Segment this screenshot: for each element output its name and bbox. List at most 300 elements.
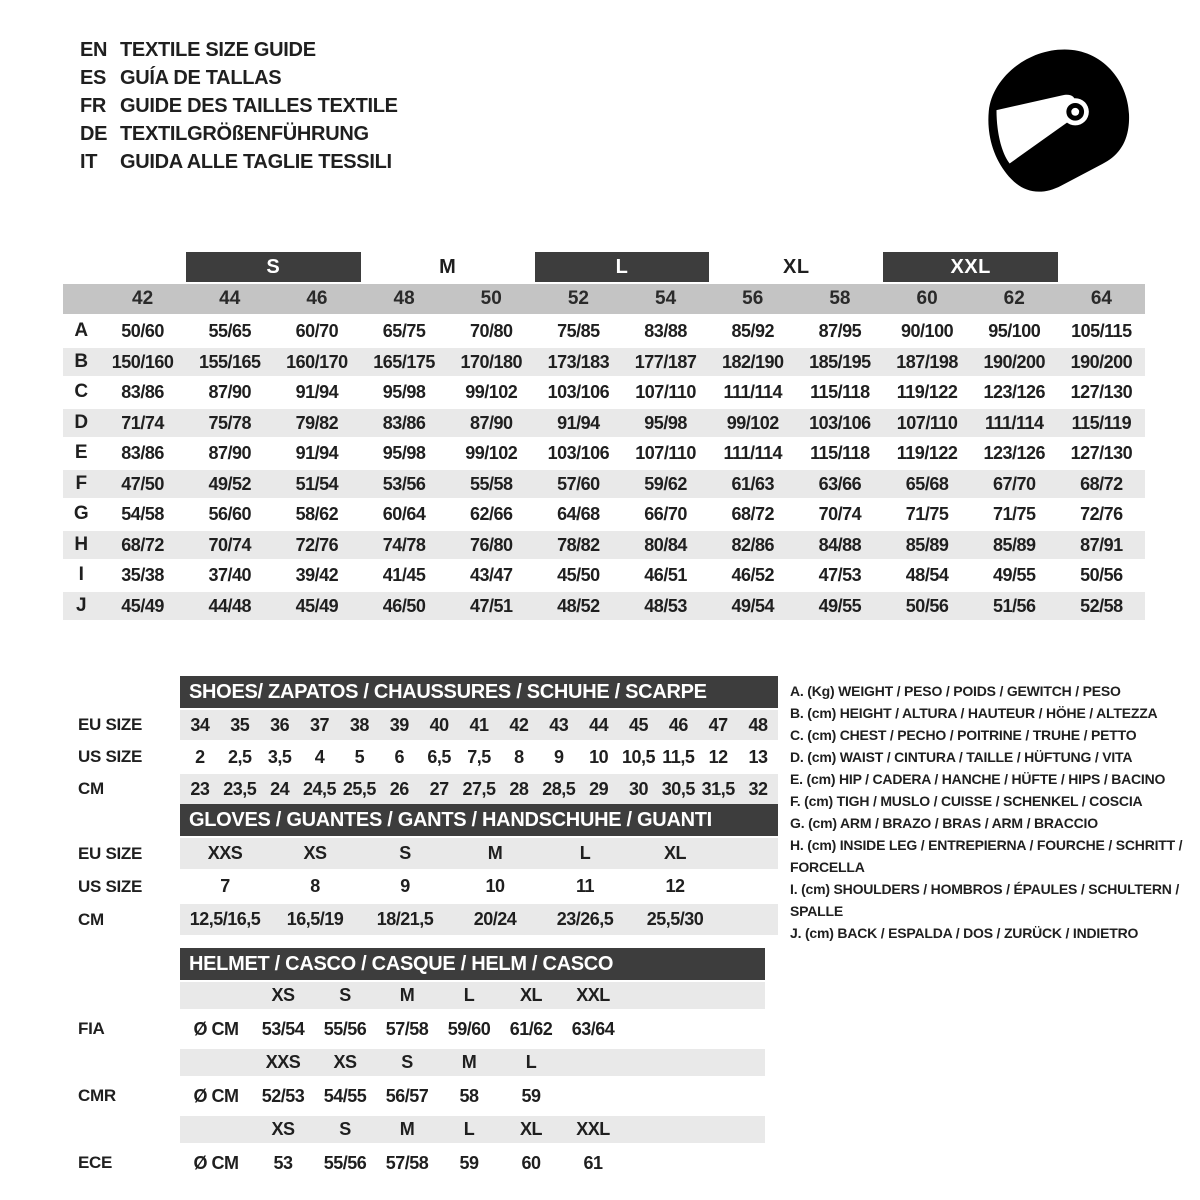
shoes-value-cell: 34 xyxy=(190,714,210,735)
helmet-standard-spacer xyxy=(60,982,180,1009)
size-value-cell: 65/68 xyxy=(905,473,949,494)
helmet-value-cell: 57/58 xyxy=(385,1018,429,1039)
helmet-size-letter-cells xyxy=(180,1049,765,1076)
shoes-row-label: CM xyxy=(78,779,104,798)
helmet-value-cell: 56/57 xyxy=(385,1085,429,1106)
shoes-value-cell: 40 xyxy=(429,714,449,735)
size-value-cell: 85/89 xyxy=(905,534,949,555)
size-value-cell: 85/92 xyxy=(731,321,775,341)
size-value-cell: 190/200 xyxy=(1070,351,1133,372)
row-label: F xyxy=(75,472,87,494)
helmet-size-letter-cell: M xyxy=(399,1119,415,1139)
size-value-cell: 68/72 xyxy=(121,534,164,555)
gloves-row xyxy=(60,904,778,935)
size-value-cell: 83/88 xyxy=(644,321,687,341)
size-value-cell: 70/80 xyxy=(469,321,513,341)
language-title: GUÍA DE TALLAS xyxy=(120,66,282,89)
shoes-value-cell: 47 xyxy=(708,714,728,735)
size-value-cell: 71/75 xyxy=(992,504,1036,524)
language-code: DE xyxy=(80,122,108,145)
gloves-rows xyxy=(60,838,778,935)
size-group-row xyxy=(63,252,1145,282)
size-value-cell: 35/38 xyxy=(121,565,164,585)
gloves-row xyxy=(60,871,778,902)
helmet-size-table xyxy=(60,948,765,1181)
gloves-value-cell: 23/26,5 xyxy=(556,909,614,929)
size-value-cell: 90/100 xyxy=(901,321,954,341)
helmet-size-letter-cells xyxy=(180,1116,765,1143)
size-value-cell: 103/106 xyxy=(547,382,610,402)
size-number-cell: 46 xyxy=(306,288,328,309)
size-value-cell: 75/78 xyxy=(208,412,252,433)
shoes-value-cell: 12 xyxy=(708,746,728,767)
helmet-value-cell: 60 xyxy=(521,1152,541,1173)
size-value-cell: 49/55 xyxy=(992,565,1036,585)
shoes-value-cell: 28 xyxy=(509,778,529,799)
shoes-value-cell: 6 xyxy=(394,746,405,767)
size-value-cell: 49/54 xyxy=(731,595,775,616)
size-value-cell: 84/88 xyxy=(818,534,862,555)
measurement-row xyxy=(63,531,1145,560)
size-value-cell: 95/98 xyxy=(382,382,426,402)
measurement-row xyxy=(63,348,1145,377)
language-row xyxy=(80,64,398,92)
size-value-cell: 155/165 xyxy=(198,351,261,372)
size-value-cell: 41/45 xyxy=(382,565,426,585)
helmet-value-cells xyxy=(180,1011,765,1047)
shoes-value-cell: 46 xyxy=(668,714,688,735)
helmet-size-letter-cell: XS xyxy=(271,1119,295,1139)
measurement-row xyxy=(63,470,1145,499)
size-value-cell: 87/95 xyxy=(818,321,862,341)
size-value-cell: 74/78 xyxy=(382,534,426,555)
shoes-value-cell: 45 xyxy=(628,714,648,735)
legend-item: D. (cm) WAIST / CINTURA / TAILLE / HÜFTUNG / VITA xyxy=(790,749,1133,765)
size-value-cell: 51/54 xyxy=(295,473,339,494)
measurement-row xyxy=(63,561,1145,590)
size-value-cell: 187/198 xyxy=(896,351,958,372)
racing-helmet-icon xyxy=(976,38,1140,202)
size-value-cell: 55/58 xyxy=(469,473,513,494)
measurement-row xyxy=(63,439,1145,468)
helmet-value-row xyxy=(60,1145,765,1181)
row-label: H xyxy=(74,533,88,555)
shoes-value-cell: 7,5 xyxy=(467,746,491,767)
size-value-cell: 119/122 xyxy=(896,382,958,402)
helmet-size-letter-cell: S xyxy=(339,985,351,1005)
helmet-size-letter-cell: XS xyxy=(333,1052,357,1072)
shoes-value-cell: 10 xyxy=(589,746,609,767)
helmet-standard-label: ECE xyxy=(78,1153,113,1172)
helmet-diameter-label: Ø CM xyxy=(193,1085,239,1106)
shoes-row xyxy=(60,742,778,772)
legend-item: H. (cm) INSIDE LEG / ENTREPIERNA / FOURCHE / SCHRITT / FORCELLA xyxy=(790,837,1183,875)
shoes-value-cell: 24,5 xyxy=(303,778,337,799)
size-value-cell: 83/86 xyxy=(121,382,164,402)
size-number-cell: 54 xyxy=(655,288,677,309)
helmet-diameter-label: Ø CM xyxy=(193,1018,239,1039)
size-value-cell: 78/82 xyxy=(557,534,600,555)
size-value-cell: 173/183 xyxy=(547,351,610,372)
measurement-row xyxy=(63,409,1145,438)
shoes-rows xyxy=(60,710,778,804)
size-group-s: S xyxy=(186,252,360,282)
size-value-cell: 44/48 xyxy=(208,595,252,616)
gloves-row xyxy=(60,838,778,869)
size-value-cell: 107/110 xyxy=(896,412,958,433)
helmet-rows xyxy=(60,982,765,1181)
helmet-value-cell: 61/62 xyxy=(509,1018,553,1039)
size-value-cell: 71/74 xyxy=(121,412,164,433)
size-number-cell: 50 xyxy=(480,288,502,309)
size-value-cell: 170/180 xyxy=(460,351,523,372)
size-value-cell: 80/84 xyxy=(644,534,687,555)
legend-item: G. (cm) ARM / BRAZO / BRAS / ARM / BRACCIO xyxy=(790,815,1098,831)
size-value-cell: 105/115 xyxy=(1071,321,1132,341)
size-value-cell: 59/62 xyxy=(644,473,687,494)
size-value-cell: 79/82 xyxy=(295,412,339,433)
helmet-value-cell: 53/54 xyxy=(261,1018,305,1039)
size-value-cell: 91/94 xyxy=(295,443,339,463)
language-row xyxy=(80,120,398,148)
size-value-cell: 45/49 xyxy=(295,595,339,616)
size-value-cell: 85/89 xyxy=(992,534,1036,555)
gloves-value-cell: XL xyxy=(663,843,686,863)
size-value-cell: 150/160 xyxy=(111,351,174,372)
size-value-cell: 51/56 xyxy=(992,595,1036,616)
shoes-value-cell: 8 xyxy=(514,746,524,767)
size-value-cell: 72/76 xyxy=(295,534,339,555)
shoes-value-cell: 23,5 xyxy=(223,778,257,799)
size-value-cell: 123/126 xyxy=(983,382,1046,402)
shoes-value-cell: 5 xyxy=(354,746,365,767)
measurement-rows xyxy=(63,317,1145,620)
size-value-cell: 111/114 xyxy=(723,382,783,402)
helmet-size-letter-row xyxy=(60,1049,765,1076)
helmet-size-letter-cell: S xyxy=(339,1119,351,1139)
size-value-cell: 45/50 xyxy=(557,565,600,585)
helmet-standard-label: FIA xyxy=(78,1019,105,1038)
size-value-cell: 62/66 xyxy=(469,504,513,524)
size-group-xxl: XXL xyxy=(883,252,1057,282)
size-value-cell: 57/60 xyxy=(557,473,600,494)
size-value-cell: 185/195 xyxy=(809,351,871,372)
gloves-value-cell: 20/24 xyxy=(473,909,517,929)
row-label: A xyxy=(74,320,88,341)
language-code: EN xyxy=(80,38,108,61)
row-label: C xyxy=(74,381,88,402)
size-value-cell: 71/75 xyxy=(905,504,949,524)
gloves-value-cell: 12,5/16,5 xyxy=(189,909,261,929)
legend-item: I. (cm) SHOULDERS / HOMBROS / ÉPAULES / SCHULTERN / SPALLE xyxy=(790,881,1180,919)
row-label: G xyxy=(73,503,89,524)
size-number-cell: 44 xyxy=(219,288,241,309)
size-value-cell: 47/51 xyxy=(469,595,513,616)
size-value-cell: 48/52 xyxy=(557,595,600,616)
shoes-value-cell: 9 xyxy=(553,746,564,767)
size-number-cell: 58 xyxy=(829,288,851,309)
shoes-value-cell: 27,5 xyxy=(462,778,496,799)
helmet-size-letter-cell: S xyxy=(401,1052,413,1072)
shoes-value-cell: 10,5 xyxy=(621,746,655,767)
gloves-value-cell: 18/21,5 xyxy=(376,909,434,929)
legend-item: A. (Kg) WEIGHT / PESO / POIDS / GEWITCH / PESO xyxy=(790,683,1121,699)
row-label: J xyxy=(75,594,87,616)
language-row xyxy=(80,92,398,120)
shoes-value-cell: 42 xyxy=(509,714,529,735)
size-value-cell: 99/102 xyxy=(465,443,518,463)
shoes-cells xyxy=(180,742,778,772)
helmet-value-cell: 52/53 xyxy=(261,1085,305,1106)
language-title: TEXTILGRÖßENFÜHRUNG xyxy=(120,122,369,145)
helmet-size-letter-row xyxy=(60,982,765,1009)
helmet-size-letter-cell: L xyxy=(463,1119,475,1139)
shoes-value-cell: 32 xyxy=(748,778,768,799)
shoes-value-cell: 39 xyxy=(389,714,409,735)
language-title: GUIDE DES TAILLES TEXTILE xyxy=(120,94,398,117)
shoes-value-cell: 30,5 xyxy=(661,778,695,799)
size-group-xl: XL xyxy=(783,256,810,278)
row-label: B xyxy=(74,350,88,372)
helmet-value-cell: 59 xyxy=(521,1085,541,1106)
helmet-size-letter-cell: XXS xyxy=(265,1052,301,1072)
helmet-value-row xyxy=(60,1011,765,1047)
size-value-cell: 48/53 xyxy=(644,595,687,616)
size-value-cell: 55/65 xyxy=(208,321,252,341)
size-value-cell: 58/62 xyxy=(295,504,339,524)
helmet-value-cells xyxy=(180,1145,765,1181)
size-value-cell: 54/58 xyxy=(121,504,164,524)
size-value-cell: 115/118 xyxy=(810,382,870,402)
helmet-value-cell: 58 xyxy=(459,1085,479,1106)
size-value-cell: 87/90 xyxy=(208,443,252,463)
size-value-cell: 160/170 xyxy=(286,351,348,372)
helmet-standard-spacer xyxy=(60,1049,180,1076)
shoes-cells xyxy=(180,710,778,740)
helmet-unit-spacer xyxy=(180,1049,252,1076)
gloves-cells xyxy=(180,904,778,935)
language-row xyxy=(80,148,398,176)
shoes-value-cell: 24 xyxy=(270,778,290,799)
helmet-value-cell: 63/64 xyxy=(571,1018,615,1039)
size-number-cell: 48 xyxy=(393,288,415,309)
helmet-value-cell: 59/60 xyxy=(447,1018,491,1039)
legend-item: E. (cm) HIP / CADERA / HANCHE / HÜFTE / HIPS / BACINO xyxy=(790,771,1166,787)
size-number-cell: 62 xyxy=(1003,288,1025,309)
size-value-cell: 46/52 xyxy=(731,565,775,585)
size-group-m: M xyxy=(439,256,457,278)
size-value-cell: 75/85 xyxy=(557,321,600,341)
size-value-cell: 87/90 xyxy=(208,382,252,402)
gloves-value-cell: 11 xyxy=(575,876,595,896)
size-value-cell: 39/42 xyxy=(295,565,339,585)
shoes-value-cell: 2,5 xyxy=(228,746,252,767)
size-value-cell: 68/72 xyxy=(1080,473,1123,494)
gloves-value-cell: 7 xyxy=(220,876,230,896)
shoes-value-cell: 48 xyxy=(748,714,768,735)
shoes-value-cell: 44 xyxy=(589,714,609,735)
helmet-size-letter-cell: XS xyxy=(271,985,295,1005)
size-number-cell: 56 xyxy=(742,288,764,309)
helmet-size-letter-row xyxy=(60,1116,765,1143)
size-number-cell: 64 xyxy=(1090,288,1112,309)
size-group-l: L xyxy=(535,252,709,282)
size-value-cell: 47/53 xyxy=(818,565,862,585)
legend-item: J. (cm) BACK / ESPALDA / DOS / ZURÜCK / INDIETRO xyxy=(790,925,1139,941)
language-code: ES xyxy=(80,66,107,89)
shoes-row-label: EU SIZE xyxy=(78,715,143,734)
size-value-cell: 60/70 xyxy=(295,321,339,341)
size-value-cell: 47/50 xyxy=(121,473,164,494)
language-title: GUIDA ALLE TAGLIE TESSILI xyxy=(120,150,392,173)
size-value-cell: 63/66 xyxy=(818,473,862,494)
shoes-value-cell: 4 xyxy=(314,746,325,767)
size-value-cell: 83/86 xyxy=(121,443,164,463)
shoes-row-label: US SIZE xyxy=(78,747,143,766)
size-value-cell: 72/76 xyxy=(1080,504,1123,524)
size-value-cell: 190/200 xyxy=(983,351,1046,372)
helmet-size-letter-cell: XXL xyxy=(576,1119,610,1139)
size-value-cell: 182/190 xyxy=(721,351,784,372)
measurement-row xyxy=(63,317,1145,346)
size-value-cell: 127/130 xyxy=(1070,382,1133,402)
size-value-cell: 68/72 xyxy=(731,504,775,524)
size-value-cell: 119/122 xyxy=(896,443,958,463)
shoes-table-header: SHOES/ ZAPATOS / CHAUSSURES / SCHUHE / SCARPE xyxy=(180,676,778,708)
size-value-cell: 103/106 xyxy=(809,412,871,433)
helmet-standard-spacer xyxy=(60,1116,180,1143)
helmet-table-header: HELMET / CASCO / CASQUE / HELM / CASCO xyxy=(180,948,765,980)
shoes-cells xyxy=(180,774,778,804)
size-number-cell: 60 xyxy=(916,288,938,309)
size-value-cell: 115/118 xyxy=(810,443,870,463)
gloves-size-table xyxy=(60,804,778,935)
shoes-value-cell: 37 xyxy=(310,714,330,735)
size-value-cell: 50/56 xyxy=(905,595,949,616)
size-value-cell: 50/60 xyxy=(121,321,164,341)
helmet-unit-spacer xyxy=(180,982,252,1009)
gloves-value-cell: 12 xyxy=(665,876,685,896)
shoes-value-cell: 13 xyxy=(748,746,768,767)
language-code: IT xyxy=(80,150,98,173)
shoes-value-cell: 27 xyxy=(429,778,449,799)
helmet-value-row xyxy=(60,1078,765,1114)
size-value-cell: 123/126 xyxy=(983,443,1046,463)
size-value-cell: 46/51 xyxy=(644,565,687,585)
gloves-value-cell: 9 xyxy=(400,876,410,896)
size-value-cell: 165/175 xyxy=(373,351,435,372)
shoes-value-cell: 25,5 xyxy=(342,778,376,799)
size-value-cell: 91/94 xyxy=(557,412,600,433)
helmet-diameter-label: Ø CM xyxy=(193,1152,239,1173)
size-value-cell: 60/64 xyxy=(382,504,426,524)
size-value-cell: 48/54 xyxy=(905,565,949,585)
size-value-cell: 37/40 xyxy=(208,565,252,585)
language-row xyxy=(80,36,398,64)
shoes-value-cell: 38 xyxy=(349,714,369,735)
shoes-value-cell: 35 xyxy=(230,714,250,735)
gloves-value-cell: L xyxy=(579,843,591,863)
shoes-value-cell: 36 xyxy=(270,714,290,735)
gloves-row-label: US SIZE xyxy=(78,876,143,896)
size-value-cell: 95/98 xyxy=(382,443,426,463)
language-title-list xyxy=(80,36,398,176)
measurement-row xyxy=(63,592,1145,621)
size-value-cell: 70/74 xyxy=(208,534,252,555)
gloves-value-cell: S xyxy=(399,843,411,863)
size-value-cell: 76/80 xyxy=(469,534,513,555)
size-value-cell: 99/102 xyxy=(465,382,518,402)
helmet-value-cells xyxy=(180,1078,765,1114)
helmet-size-letter-cell: M xyxy=(399,985,415,1005)
helmet-size-letter-cell: L xyxy=(525,1052,537,1072)
size-value-cell: 67/70 xyxy=(992,473,1036,494)
helmet-value-cell: 61 xyxy=(583,1152,603,1173)
size-value-cell: 66/70 xyxy=(644,504,687,524)
shoes-row xyxy=(60,774,778,804)
size-number-cell: 52 xyxy=(567,288,589,309)
size-value-cell: 87/90 xyxy=(469,412,513,433)
size-value-cell: 95/98 xyxy=(644,412,687,433)
shoes-value-cell: 26 xyxy=(389,778,409,799)
shoes-value-cell: 29 xyxy=(589,778,609,799)
language-code: FR xyxy=(80,94,107,117)
shoes-value-cell: 43 xyxy=(549,714,569,735)
shoes-row xyxy=(60,710,778,740)
textile-size-table xyxy=(63,252,1145,622)
gloves-value-cell: 16,5/19 xyxy=(286,909,344,929)
size-value-cell: 87/91 xyxy=(1080,534,1123,555)
size-value-cell: 65/75 xyxy=(382,321,426,341)
row-label: E xyxy=(74,442,88,463)
helmet-standard-label: CMR xyxy=(78,1086,116,1105)
shoes-value-cell: 11,5 xyxy=(662,746,695,767)
gloves-cells xyxy=(180,871,778,902)
shoes-size-table xyxy=(60,676,778,804)
size-value-cell: 61/63 xyxy=(731,473,775,494)
gloves-value-cell: XXS xyxy=(207,843,243,863)
size-value-cell: 103/106 xyxy=(547,443,610,463)
shoes-value-cell: 28,5 xyxy=(542,778,576,799)
row-label: I xyxy=(78,564,84,585)
legend-item: C. (cm) CHEST / PECHO / POITRINE / TRUHE / PETTO xyxy=(790,727,1137,743)
helmet-size-letter-cell: XXL xyxy=(576,985,610,1005)
size-value-cell: 53/56 xyxy=(382,473,426,494)
helmet-size-letter-cells xyxy=(180,982,765,1009)
size-value-cell: 49/55 xyxy=(818,595,862,616)
size-value-cell: 64/68 xyxy=(557,504,600,524)
size-value-cell: 127/130 xyxy=(1070,443,1133,463)
measurement-legend xyxy=(790,680,1200,944)
size-value-cell: 83/86 xyxy=(382,412,426,433)
size-number-row xyxy=(63,284,1145,314)
size-value-cell: 111/114 xyxy=(984,412,1044,433)
shoes-value-cell: 23 xyxy=(190,778,210,799)
shoes-value-cell: 6,5 xyxy=(427,746,451,767)
size-value-cell: 82/86 xyxy=(731,534,775,555)
size-value-cell: 70/74 xyxy=(818,504,862,524)
size-value-cell: 46/50 xyxy=(382,595,426,616)
legend-item: B. (cm) HEIGHT / ALTURA / HAUTEUR / HÖHE / ALTEZZA xyxy=(790,705,1158,721)
gloves-value-cell: 8 xyxy=(310,876,320,896)
helmet-value-cell xyxy=(562,1078,624,1114)
language-title: TEXTILE SIZE GUIDE xyxy=(120,38,316,61)
gloves-row-label: CM xyxy=(78,909,104,929)
helmet-value-cell: 55/56 xyxy=(323,1018,367,1039)
shoes-value-cell: 41 xyxy=(469,714,489,735)
gloves-value-cell: XS xyxy=(303,843,327,863)
measurement-row xyxy=(63,378,1145,407)
